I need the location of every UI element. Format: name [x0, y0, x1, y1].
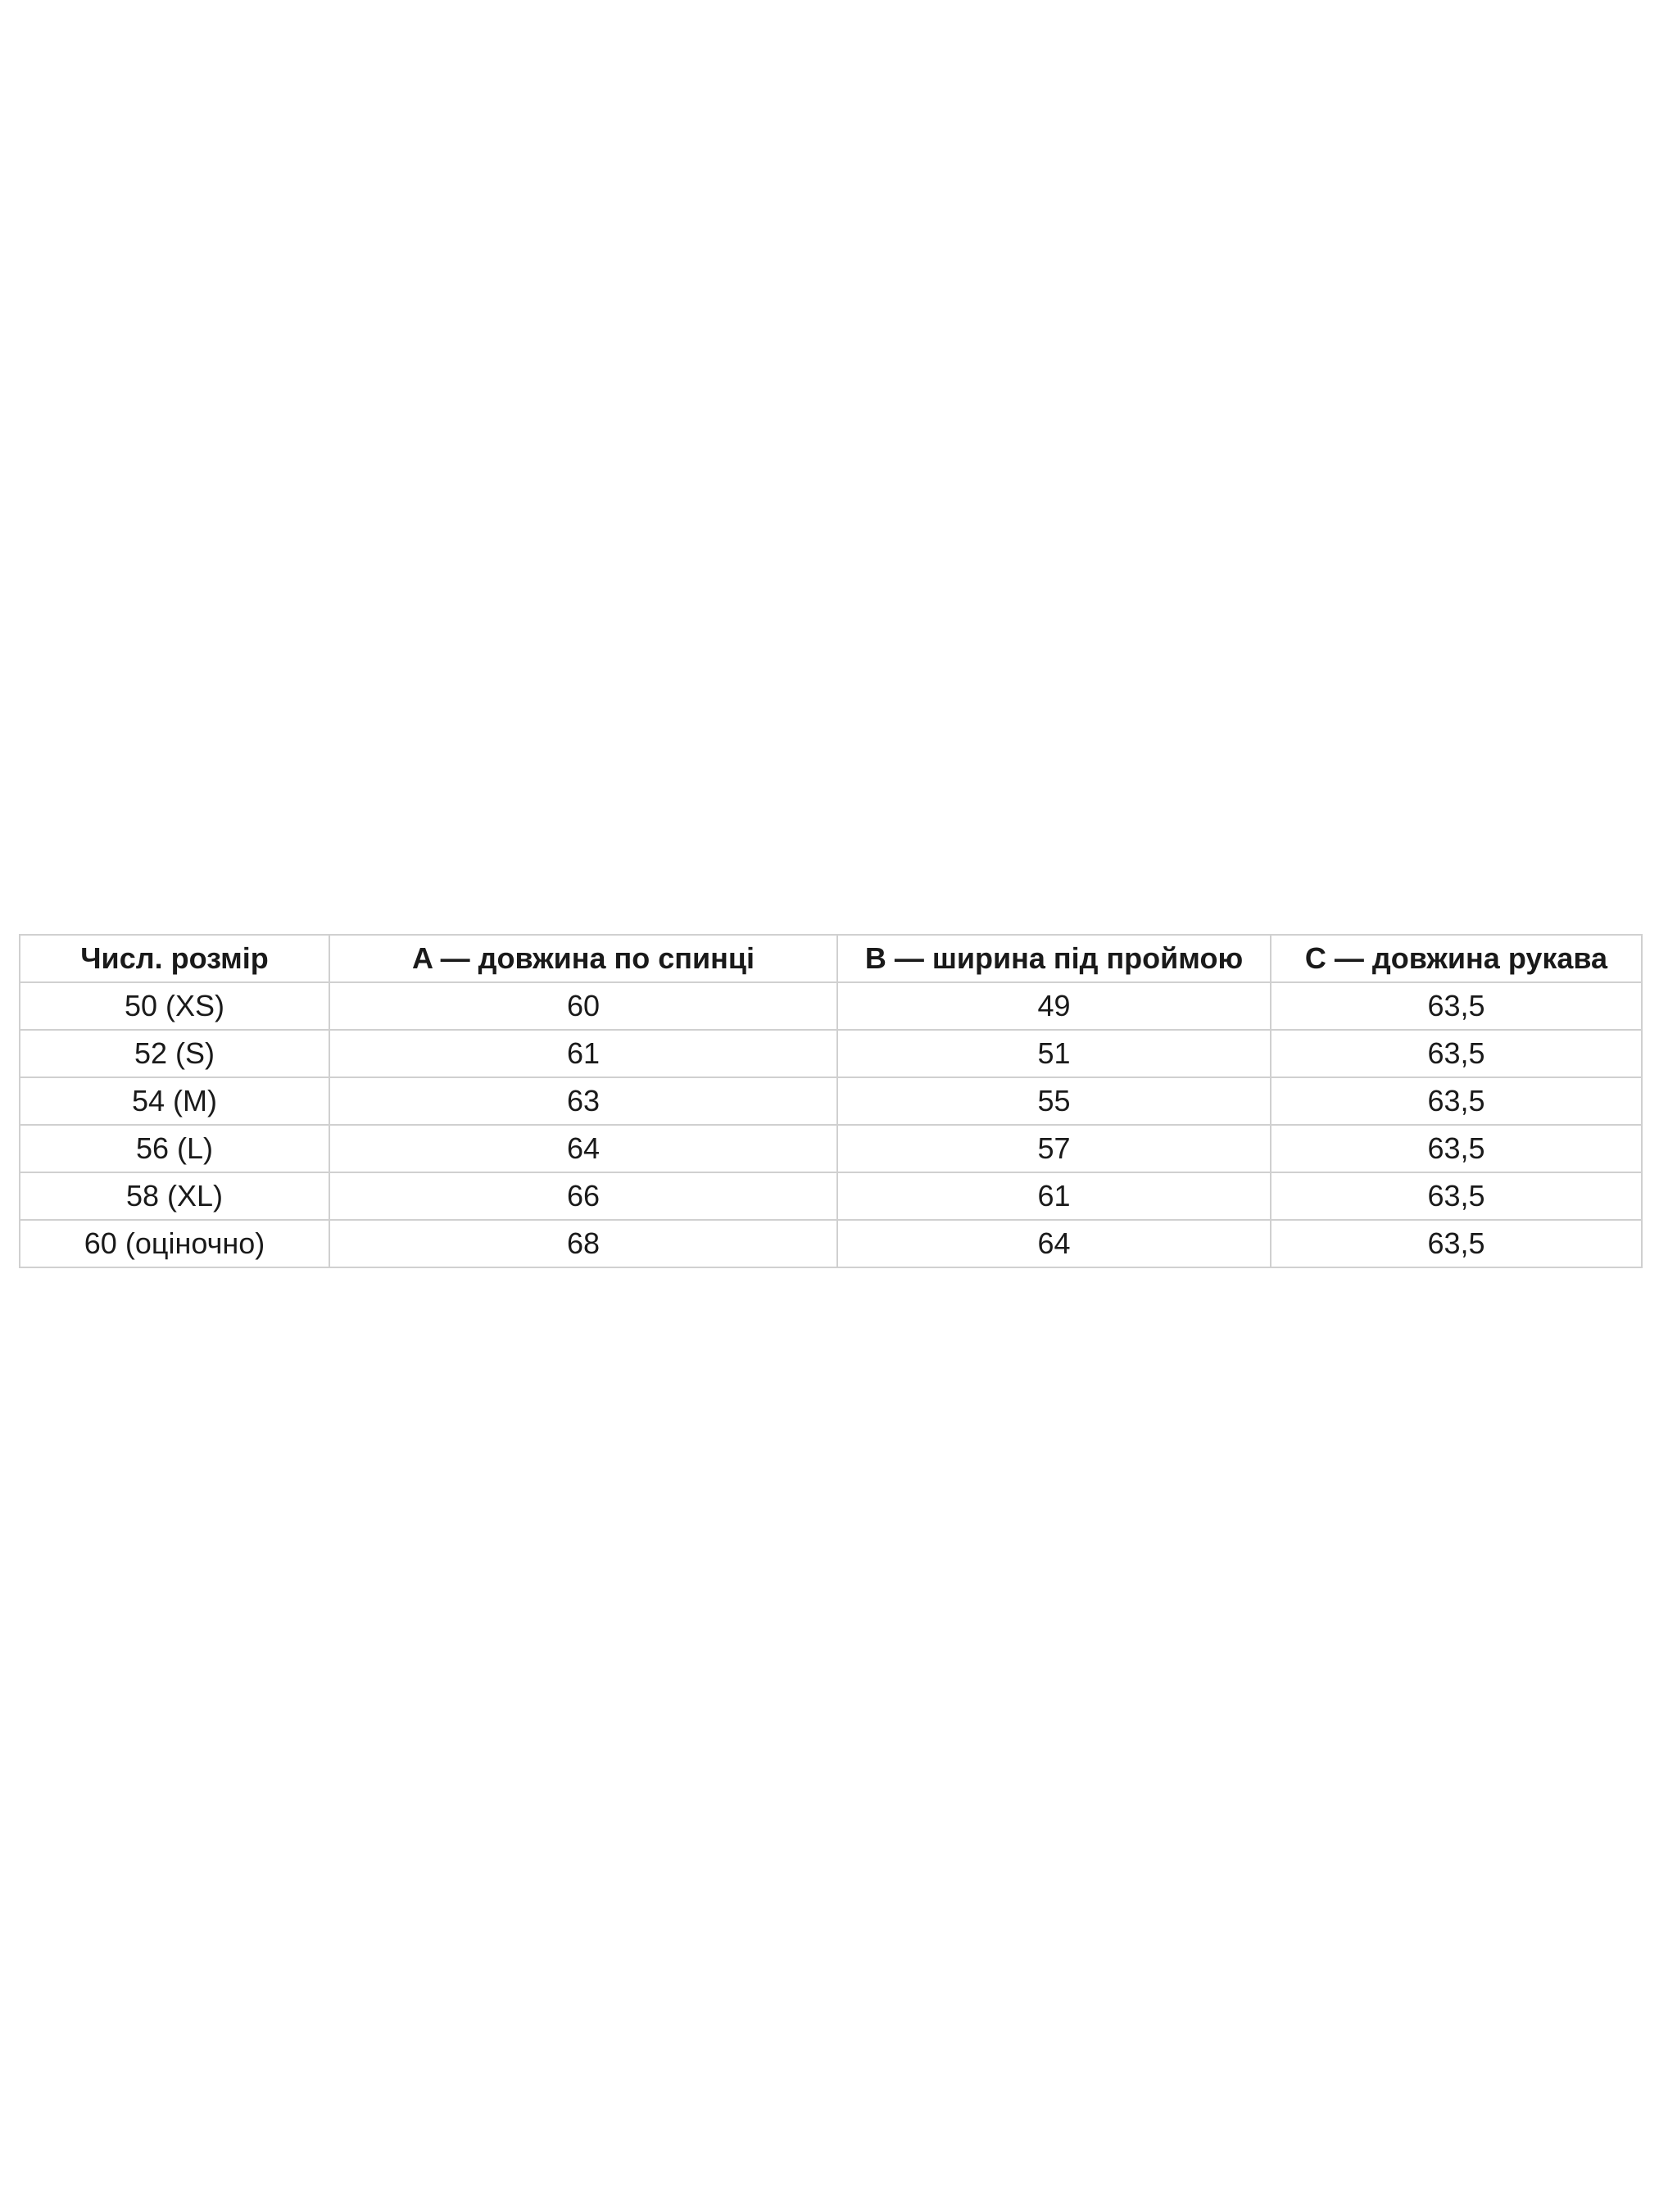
cell-chest-width: 64 [837, 1220, 1271, 1267]
cell-back-length: 64 [329, 1125, 837, 1172]
header-row [20, 935, 1642, 982]
cell-back-length: 66 [329, 1172, 837, 1220]
cell-chest-width: 51 [837, 1030, 1271, 1077]
cell-sleeve-length: 63,5 [1271, 1077, 1642, 1125]
cell-sleeve-length: 63,5 [1271, 982, 1642, 1030]
table-row [20, 1125, 1642, 1172]
cell-size: 60 (оціночно) [20, 1220, 329, 1267]
cell-back-length: 61 [329, 1030, 837, 1077]
table-row [20, 1172, 1642, 1220]
cell-chest-width: 49 [837, 982, 1271, 1030]
cell-size: 52 (S) [20, 1030, 329, 1077]
cell-size: 58 (XL) [20, 1172, 329, 1220]
size-chart-body [20, 982, 1642, 1267]
cell-sleeve-length: 63,5 [1271, 1125, 1642, 1172]
cell-back-length: 60 [329, 982, 837, 1030]
cell-sleeve-length: 63,5 [1271, 1172, 1642, 1220]
cell-chest-width: 61 [837, 1172, 1271, 1220]
cell-size: 56 (L) [20, 1125, 329, 1172]
table-row [20, 1077, 1642, 1125]
table-row [20, 982, 1642, 1030]
header-sleeve-length: C — довжина рукава [1271, 935, 1642, 982]
size-chart-header [20, 935, 1642, 982]
cell-size: 50 (XS) [20, 982, 329, 1030]
cell-back-length: 68 [329, 1220, 837, 1267]
cell-chest-width: 57 [837, 1125, 1271, 1172]
header-size: Числ. розмір [20, 935, 329, 982]
cell-size: 54 (M) [20, 1077, 329, 1125]
cell-back-length: 63 [329, 1077, 837, 1125]
size-chart-table [19, 934, 1643, 1268]
table-row [20, 1030, 1642, 1077]
cell-chest-width: 55 [837, 1077, 1271, 1125]
header-chest-width: B — ширина під проймою [837, 935, 1271, 982]
header-back-length: A — довжина по спинці [329, 935, 837, 982]
cell-sleeve-length: 63,5 [1271, 1030, 1642, 1077]
table-row [20, 1220, 1642, 1267]
cell-sleeve-length: 63,5 [1271, 1220, 1642, 1267]
